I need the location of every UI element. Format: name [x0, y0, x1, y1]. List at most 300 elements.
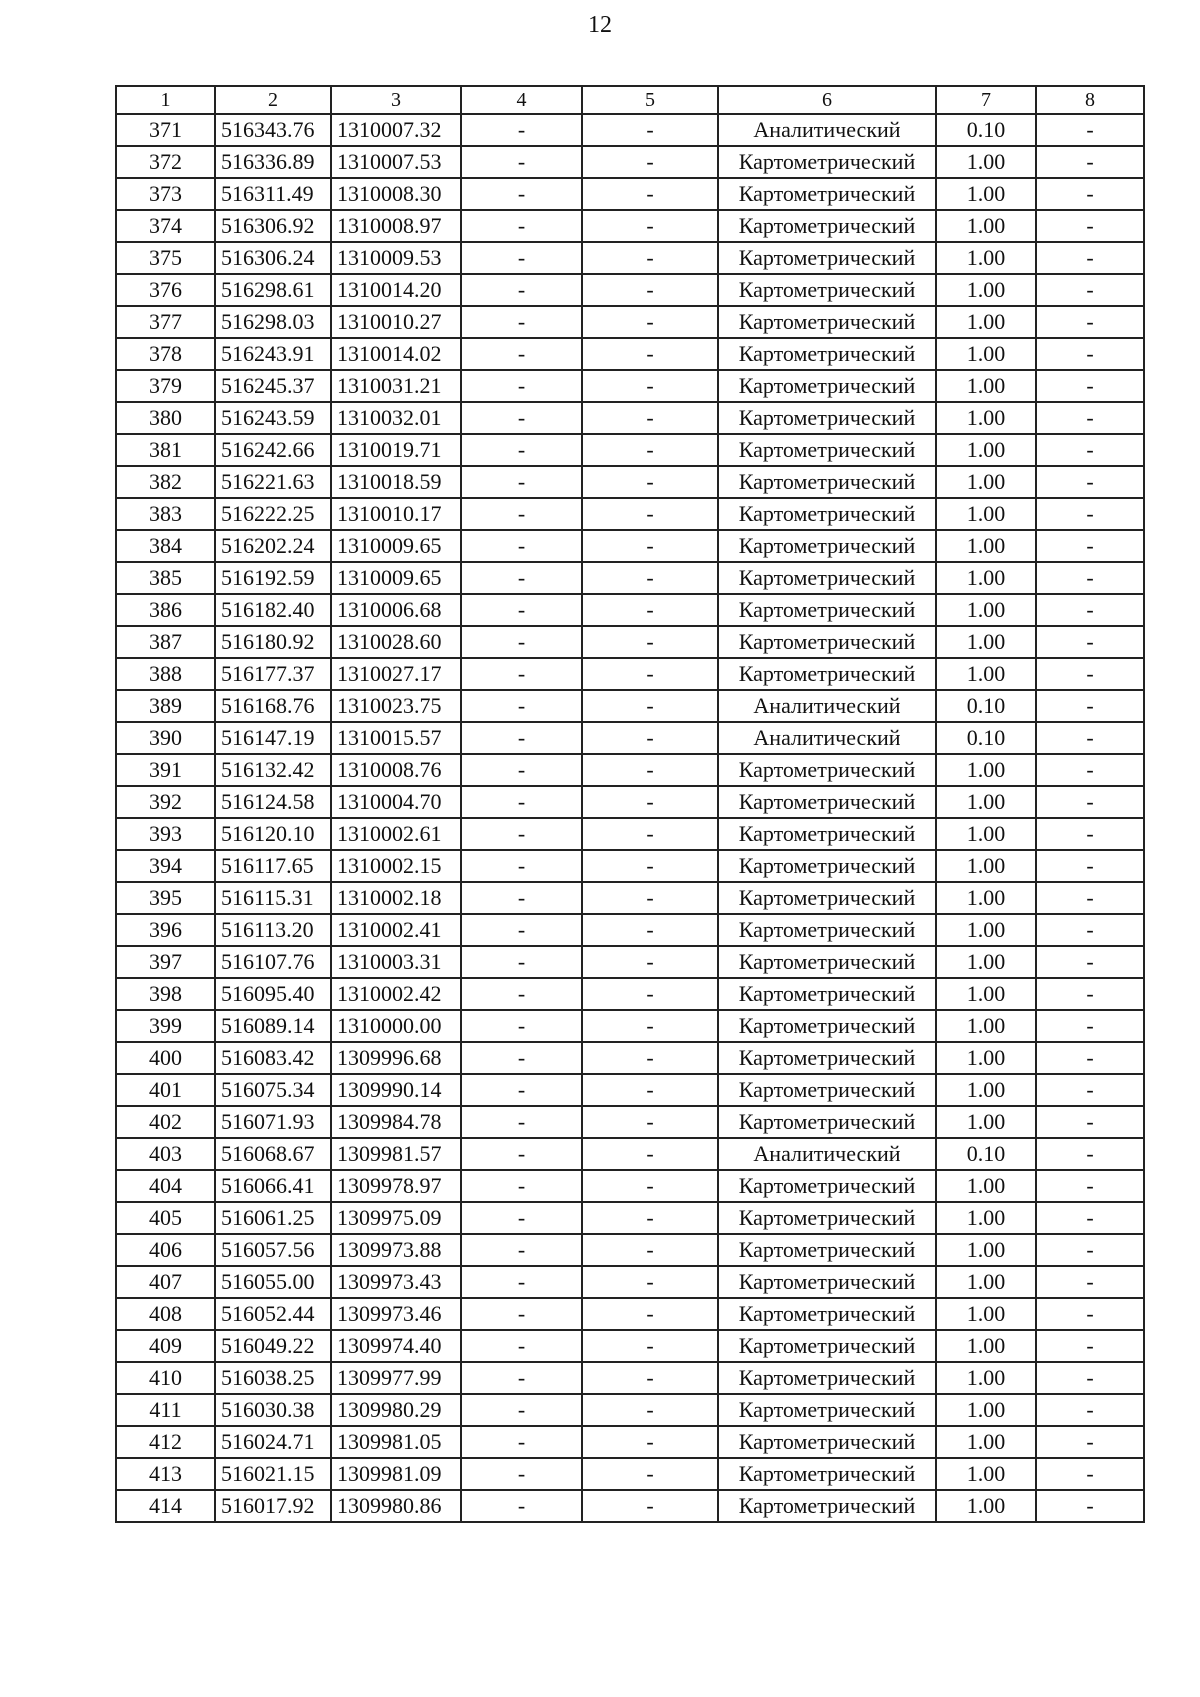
point-number-cell: 389	[116, 690, 215, 722]
method-cell: Картометрический	[718, 530, 936, 562]
point-number-cell: 409	[116, 1330, 215, 1362]
column-8-cell: -	[1036, 370, 1144, 402]
column-8-cell: -	[1036, 754, 1144, 786]
accuracy-cell: 1.00	[936, 978, 1036, 1010]
method-cell: Аналитический	[718, 690, 936, 722]
accuracy-cell: 1.00	[936, 946, 1036, 978]
column-5-cell: -	[582, 914, 718, 946]
column-5-cell: -	[582, 626, 718, 658]
point-number-cell: 414	[116, 1490, 215, 1522]
column-5-cell: -	[582, 658, 718, 690]
column-5-cell: -	[582, 946, 718, 978]
column-5-cell: -	[582, 370, 718, 402]
table-row	[116, 626, 1144, 658]
column-5-cell: -	[582, 1042, 718, 1074]
accuracy-cell: 1.00	[936, 530, 1036, 562]
point-number-cell: 373	[116, 178, 215, 210]
accuracy-cell: 1.00	[936, 1170, 1036, 1202]
column-5-cell: -	[582, 1490, 718, 1522]
y-coordinate-cell: 1310000.00	[331, 1010, 461, 1042]
column-5-cell: -	[582, 146, 718, 178]
column-8-cell: -	[1036, 1202, 1144, 1234]
x-coordinate-cell: 516243.59	[215, 402, 331, 434]
point-number-cell: 390	[116, 722, 215, 754]
column-8-cell: -	[1036, 146, 1144, 178]
column-4-cell: -	[461, 594, 582, 626]
point-number-cell: 410	[116, 1362, 215, 1394]
column-header: 6	[718, 86, 936, 114]
column-8-cell: -	[1036, 882, 1144, 914]
method-cell: Картометрический	[718, 1170, 936, 1202]
point-number-cell: 398	[116, 978, 215, 1010]
column-8-cell: -	[1036, 722, 1144, 754]
x-coordinate-cell: 516030.38	[215, 1394, 331, 1426]
point-number-cell: 407	[116, 1266, 215, 1298]
method-cell: Аналитический	[718, 722, 936, 754]
method-cell: Картометрический	[718, 338, 936, 370]
column-4-cell: -	[461, 1266, 582, 1298]
point-number-cell: 394	[116, 850, 215, 882]
table-row	[116, 562, 1144, 594]
column-4-cell: -	[461, 946, 582, 978]
column-4-cell: -	[461, 978, 582, 1010]
accuracy-cell: 1.00	[936, 818, 1036, 850]
method-cell: Картометрический	[718, 818, 936, 850]
method-cell: Картометрический	[718, 882, 936, 914]
table-row	[116, 1490, 1144, 1522]
x-coordinate-cell: 516021.15	[215, 1458, 331, 1490]
x-coordinate-cell: 516124.58	[215, 786, 331, 818]
method-cell: Картометрический	[718, 1458, 936, 1490]
method-cell: Картометрический	[718, 1426, 936, 1458]
x-coordinate-cell: 516306.24	[215, 242, 331, 274]
column-4-cell: -	[461, 1106, 582, 1138]
table-row	[116, 466, 1144, 498]
y-coordinate-cell: 1310010.27	[331, 306, 461, 338]
y-coordinate-cell: 1309981.05	[331, 1426, 461, 1458]
column-header: 1	[116, 86, 215, 114]
point-number-cell: 387	[116, 626, 215, 658]
x-coordinate-cell: 516057.56	[215, 1234, 331, 1266]
accuracy-cell: 1.00	[936, 1234, 1036, 1266]
column-4-cell: -	[461, 1202, 582, 1234]
table-row	[116, 178, 1144, 210]
column-8-cell: -	[1036, 1426, 1144, 1458]
method-cell: Картометрический	[718, 466, 936, 498]
accuracy-cell: 1.00	[936, 1266, 1036, 1298]
column-5-cell: -	[582, 1458, 718, 1490]
table-row	[116, 402, 1144, 434]
column-5-cell: -	[582, 1394, 718, 1426]
column-8-cell: -	[1036, 626, 1144, 658]
table-row	[116, 1426, 1144, 1458]
column-8-cell: -	[1036, 1458, 1144, 1490]
method-cell: Картометрический	[718, 1394, 936, 1426]
table-row	[116, 1458, 1144, 1490]
column-4-cell: -	[461, 754, 582, 786]
point-number-cell: 385	[116, 562, 215, 594]
x-coordinate-cell: 516180.92	[215, 626, 331, 658]
column-4-cell: -	[461, 402, 582, 434]
column-5-cell: -	[582, 882, 718, 914]
column-8-cell: -	[1036, 306, 1144, 338]
column-5-cell: -	[582, 1298, 718, 1330]
column-5-cell: -	[582, 786, 718, 818]
column-8-cell: -	[1036, 1330, 1144, 1362]
x-coordinate-cell: 516243.91	[215, 338, 331, 370]
column-4-cell: -	[461, 146, 582, 178]
table-row	[116, 946, 1144, 978]
method-cell: Картометрический	[718, 786, 936, 818]
table-row	[116, 1330, 1144, 1362]
method-cell: Картометрический	[718, 306, 936, 338]
accuracy-cell: 1.00	[936, 274, 1036, 306]
accuracy-cell: 1.00	[936, 1106, 1036, 1138]
y-coordinate-cell: 1310032.01	[331, 402, 461, 434]
x-coordinate-cell: 516298.03	[215, 306, 331, 338]
accuracy-cell: 0.10	[936, 114, 1036, 146]
column-4-cell: -	[461, 658, 582, 690]
method-cell: Картометрический	[718, 978, 936, 1010]
column-4-cell: -	[461, 338, 582, 370]
y-coordinate-cell: 1310019.71	[331, 434, 461, 466]
column-4-cell: -	[461, 498, 582, 530]
method-cell: Картометрический	[718, 274, 936, 306]
point-number-cell: 388	[116, 658, 215, 690]
column-5-cell: -	[582, 274, 718, 306]
table-row	[116, 242, 1144, 274]
column-8-cell: -	[1036, 786, 1144, 818]
method-cell: Аналитический	[718, 114, 936, 146]
y-coordinate-cell: 1310002.15	[331, 850, 461, 882]
x-coordinate-cell: 516336.89	[215, 146, 331, 178]
y-coordinate-cell: 1310006.68	[331, 594, 461, 626]
x-coordinate-cell: 516061.25	[215, 1202, 331, 1234]
column-4-cell: -	[461, 1138, 582, 1170]
method-cell: Картометрический	[718, 754, 936, 786]
x-coordinate-cell: 516107.76	[215, 946, 331, 978]
table-row	[116, 978, 1144, 1010]
x-coordinate-cell: 516306.92	[215, 210, 331, 242]
accuracy-cell: 1.00	[936, 1202, 1036, 1234]
y-coordinate-cell: 1310023.75	[331, 690, 461, 722]
point-number-cell: 401	[116, 1074, 215, 1106]
y-coordinate-cell: 1309980.86	[331, 1490, 461, 1522]
column-header: 3	[331, 86, 461, 114]
method-cell: Картометрический	[718, 370, 936, 402]
accuracy-cell: 1.00	[936, 882, 1036, 914]
table-header-row	[116, 86, 1144, 114]
method-cell: Аналитический	[718, 1138, 936, 1170]
point-number-cell: 400	[116, 1042, 215, 1074]
table-row	[116, 1170, 1144, 1202]
table-row	[116, 690, 1144, 722]
table-row	[116, 786, 1144, 818]
method-cell: Картометрический	[718, 946, 936, 978]
x-coordinate-cell: 516055.00	[215, 1266, 331, 1298]
column-8-cell: -	[1036, 978, 1144, 1010]
table-row	[116, 754, 1144, 786]
column-8-cell: -	[1036, 338, 1144, 370]
column-5-cell: -	[582, 1138, 718, 1170]
column-8-cell: -	[1036, 1298, 1144, 1330]
y-coordinate-cell: 1310010.17	[331, 498, 461, 530]
y-coordinate-cell: 1310027.17	[331, 658, 461, 690]
column-4-cell: -	[461, 722, 582, 754]
x-coordinate-cell: 516182.40	[215, 594, 331, 626]
column-5-cell: -	[582, 1010, 718, 1042]
y-coordinate-cell: 1310015.57	[331, 722, 461, 754]
column-5-cell: -	[582, 1266, 718, 1298]
column-5-cell: -	[582, 1330, 718, 1362]
x-coordinate-cell: 516113.20	[215, 914, 331, 946]
point-number-cell: 382	[116, 466, 215, 498]
point-number-cell: 386	[116, 594, 215, 626]
accuracy-cell: 1.00	[936, 594, 1036, 626]
accuracy-cell: 0.10	[936, 722, 1036, 754]
column-8-cell: -	[1036, 946, 1144, 978]
column-5-cell: -	[582, 338, 718, 370]
point-number-cell: 395	[116, 882, 215, 914]
accuracy-cell: 1.00	[936, 338, 1036, 370]
y-coordinate-cell: 1309980.29	[331, 1394, 461, 1426]
column-8-cell: -	[1036, 242, 1144, 274]
x-coordinate-cell: 516221.63	[215, 466, 331, 498]
x-coordinate-cell: 516120.10	[215, 818, 331, 850]
column-8-cell: -	[1036, 402, 1144, 434]
table-row	[116, 882, 1144, 914]
column-8-cell: -	[1036, 818, 1144, 850]
page-number: 12	[588, 12, 612, 38]
x-coordinate-cell: 516083.42	[215, 1042, 331, 1074]
column-4-cell: -	[461, 210, 582, 242]
x-coordinate-cell: 516115.31	[215, 882, 331, 914]
table-row	[116, 1362, 1144, 1394]
x-coordinate-cell: 516068.67	[215, 1138, 331, 1170]
table-row	[116, 1394, 1144, 1426]
accuracy-cell: 1.00	[936, 562, 1036, 594]
column-header: 8	[1036, 86, 1144, 114]
table-row	[116, 1074, 1144, 1106]
method-cell: Картометрический	[718, 1234, 936, 1266]
method-cell: Картометрический	[718, 242, 936, 274]
accuracy-cell: 1.00	[936, 658, 1036, 690]
x-coordinate-cell: 516071.93	[215, 1106, 331, 1138]
table-row	[116, 1234, 1144, 1266]
x-coordinate-cell: 516147.19	[215, 722, 331, 754]
table-row	[116, 306, 1144, 338]
column-4-cell: -	[461, 242, 582, 274]
method-cell: Картометрический	[718, 402, 936, 434]
column-4-cell: -	[461, 178, 582, 210]
x-coordinate-cell: 516242.66	[215, 434, 331, 466]
x-coordinate-cell: 516049.22	[215, 1330, 331, 1362]
accuracy-cell: 1.00	[936, 434, 1036, 466]
y-coordinate-cell: 1309974.40	[331, 1330, 461, 1362]
column-header: 5	[582, 86, 718, 114]
accuracy-cell: 1.00	[936, 1330, 1036, 1362]
x-coordinate-cell: 516075.34	[215, 1074, 331, 1106]
method-cell: Картометрический	[718, 1490, 936, 1522]
column-8-cell: -	[1036, 850, 1144, 882]
point-number-cell: 375	[116, 242, 215, 274]
column-4-cell: -	[461, 434, 582, 466]
column-4-cell: -	[461, 882, 582, 914]
table-row	[116, 1010, 1144, 1042]
method-cell: Картометрический	[718, 1266, 936, 1298]
y-coordinate-cell: 1309996.68	[331, 1042, 461, 1074]
column-5-cell: -	[582, 434, 718, 466]
point-number-cell: 404	[116, 1170, 215, 1202]
point-number-cell: 412	[116, 1426, 215, 1458]
table-row	[116, 274, 1144, 306]
column-4-cell: -	[461, 466, 582, 498]
column-8-cell: -	[1036, 1234, 1144, 1266]
column-4-cell: -	[461, 1458, 582, 1490]
table-row	[116, 850, 1144, 882]
column-5-cell: -	[582, 306, 718, 338]
y-coordinate-cell: 1309984.78	[331, 1106, 461, 1138]
point-number-cell: 376	[116, 274, 215, 306]
y-coordinate-cell: 1310008.97	[331, 210, 461, 242]
column-4-cell: -	[461, 1074, 582, 1106]
y-coordinate-cell: 1310004.70	[331, 786, 461, 818]
accuracy-cell: 0.10	[936, 690, 1036, 722]
point-number-cell: 399	[116, 1010, 215, 1042]
column-8-cell: -	[1036, 562, 1144, 594]
accuracy-cell: 1.00	[936, 1010, 1036, 1042]
table-row	[116, 1138, 1144, 1170]
point-number-cell: 371	[116, 114, 215, 146]
point-number-cell: 392	[116, 786, 215, 818]
accuracy-cell: 1.00	[936, 402, 1036, 434]
column-4-cell: -	[461, 114, 582, 146]
y-coordinate-cell: 1310002.41	[331, 914, 461, 946]
method-cell: Картометрический	[718, 1202, 936, 1234]
accuracy-cell: 1.00	[936, 1426, 1036, 1458]
y-coordinate-cell: 1309990.14	[331, 1074, 461, 1106]
column-5-cell: -	[582, 722, 718, 754]
accuracy-cell: 1.00	[936, 1490, 1036, 1522]
method-cell: Картометрический	[718, 658, 936, 690]
column-4-cell: -	[461, 1330, 582, 1362]
table-body	[116, 114, 1144, 1522]
accuracy-cell: 1.00	[936, 466, 1036, 498]
y-coordinate-cell: 1310018.59	[331, 466, 461, 498]
method-cell: Картометрический	[718, 1298, 936, 1330]
table-row	[116, 114, 1144, 146]
x-coordinate-cell: 516298.61	[215, 274, 331, 306]
y-coordinate-cell: 1310028.60	[331, 626, 461, 658]
column-4-cell: -	[461, 1010, 582, 1042]
column-5-cell: -	[582, 210, 718, 242]
x-coordinate-cell: 516095.40	[215, 978, 331, 1010]
column-4-cell: -	[461, 1362, 582, 1394]
y-coordinate-cell: 1309973.88	[331, 1234, 461, 1266]
method-cell: Картометрический	[718, 1106, 936, 1138]
column-8-cell: -	[1036, 178, 1144, 210]
column-4-cell: -	[461, 1170, 582, 1202]
point-number-cell: 405	[116, 1202, 215, 1234]
column-4-cell: -	[461, 370, 582, 402]
x-coordinate-cell: 516038.25	[215, 1362, 331, 1394]
point-number-cell: 413	[116, 1458, 215, 1490]
accuracy-cell: 1.00	[936, 146, 1036, 178]
method-cell: Картометрический	[718, 626, 936, 658]
accuracy-cell: 1.00	[936, 1042, 1036, 1074]
column-4-cell: -	[461, 690, 582, 722]
accuracy-cell: 1.00	[936, 1074, 1036, 1106]
column-5-cell: -	[582, 178, 718, 210]
column-8-cell: -	[1036, 1106, 1144, 1138]
method-cell: Картометрический	[718, 914, 936, 946]
column-4-cell: -	[461, 1426, 582, 1458]
table-row	[116, 210, 1144, 242]
table-row	[116, 1266, 1144, 1298]
table-row	[116, 594, 1144, 626]
column-8-cell: -	[1036, 274, 1144, 306]
accuracy-cell: 1.00	[936, 850, 1036, 882]
x-coordinate-cell: 516202.24	[215, 530, 331, 562]
column-8-cell: -	[1036, 498, 1144, 530]
x-coordinate-cell: 516311.49	[215, 178, 331, 210]
method-cell: Картометрический	[718, 1010, 936, 1042]
point-number-cell: 402	[116, 1106, 215, 1138]
column-8-cell: -	[1036, 1490, 1144, 1522]
column-5-cell: -	[582, 1234, 718, 1266]
column-header: 2	[215, 86, 331, 114]
method-cell: Картометрический	[718, 594, 936, 626]
point-number-cell: 393	[116, 818, 215, 850]
method-cell: Картометрический	[718, 210, 936, 242]
accuracy-cell: 1.00	[936, 370, 1036, 402]
column-5-cell: -	[582, 690, 718, 722]
table-row	[116, 1298, 1144, 1330]
column-5-cell: -	[582, 242, 718, 274]
table-row	[116, 146, 1144, 178]
point-number-cell: 384	[116, 530, 215, 562]
column-4-cell: -	[461, 914, 582, 946]
column-8-cell: -	[1036, 1074, 1144, 1106]
x-coordinate-cell: 516245.37	[215, 370, 331, 402]
method-cell: Картометрический	[718, 850, 936, 882]
y-coordinate-cell: 1310007.53	[331, 146, 461, 178]
x-coordinate-cell: 516052.44	[215, 1298, 331, 1330]
y-coordinate-cell: 1310007.32	[331, 114, 461, 146]
coordinates-table	[115, 85, 1145, 1523]
accuracy-cell: 1.00	[936, 1458, 1036, 1490]
accuracy-cell: 1.00	[936, 914, 1036, 946]
accuracy-cell: 1.00	[936, 1394, 1036, 1426]
column-header: 7	[936, 86, 1036, 114]
y-coordinate-cell: 1309981.09	[331, 1458, 461, 1490]
accuracy-cell: 1.00	[936, 1362, 1036, 1394]
y-coordinate-cell: 1310008.76	[331, 754, 461, 786]
y-coordinate-cell: 1309978.97	[331, 1170, 461, 1202]
point-number-cell: 374	[116, 210, 215, 242]
point-number-cell: 391	[116, 754, 215, 786]
method-cell: Картометрический	[718, 178, 936, 210]
table-row	[116, 1106, 1144, 1138]
point-number-cell: 411	[116, 1394, 215, 1426]
column-4-cell: -	[461, 530, 582, 562]
point-number-cell: 396	[116, 914, 215, 946]
y-coordinate-cell: 1310002.61	[331, 818, 461, 850]
point-number-cell: 379	[116, 370, 215, 402]
y-coordinate-cell: 1309973.43	[331, 1266, 461, 1298]
accuracy-cell: 1.00	[936, 210, 1036, 242]
x-coordinate-cell: 516117.65	[215, 850, 331, 882]
